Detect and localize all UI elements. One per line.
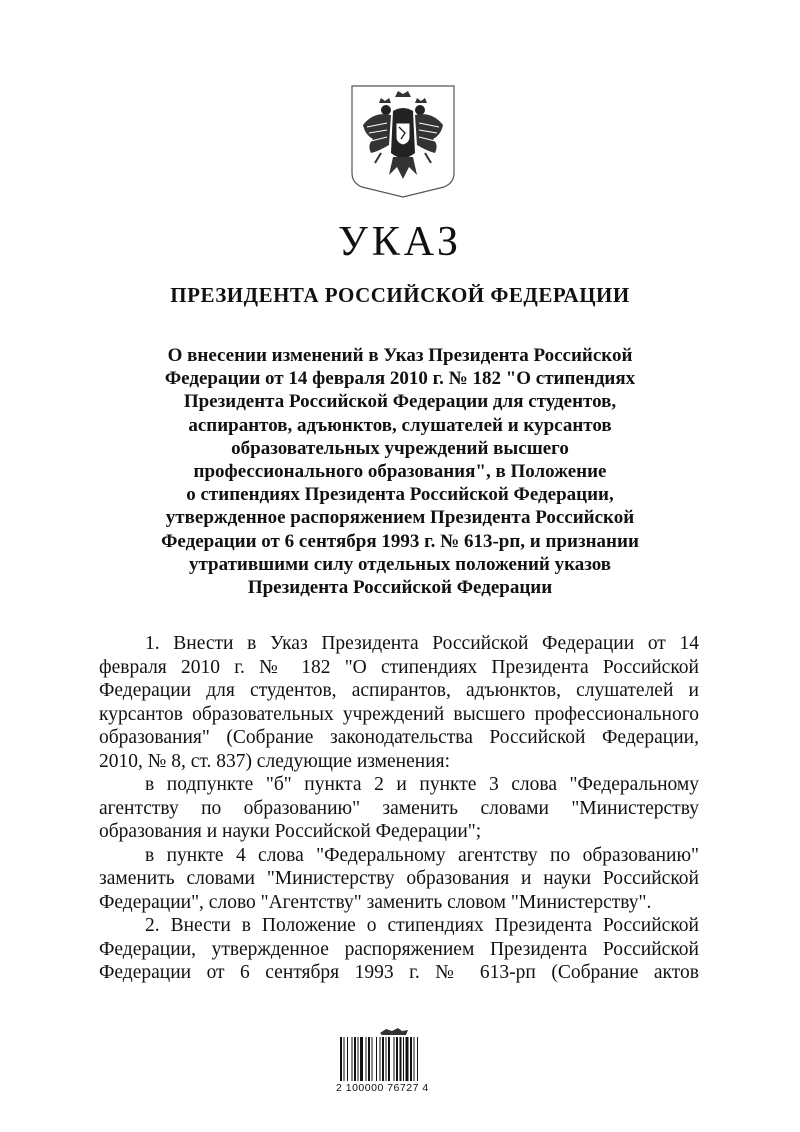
heading-line: утвержденное распоряжением Президента Российской (165, 507, 635, 529)
barcode-bar (344, 1037, 345, 1081)
decree-body (99, 632, 699, 985)
barcode-bar (410, 1037, 412, 1081)
barcode-bar (352, 1037, 353, 1081)
document-subtitle: ПРЕЗИДЕНТА РОССИЙСКОЙ ФЕДЕРАЦИИ (170, 283, 630, 307)
barcode-bar (380, 1037, 381, 1081)
barcode-bar (396, 1037, 398, 1081)
barcode-bar (360, 1037, 363, 1081)
barcode-bar (340, 1037, 342, 1081)
barcode-bar (414, 1037, 415, 1081)
barcode-bar (368, 1037, 370, 1081)
body-paragraph: в пункте 4 слова "Федеральному агентству по образованию" заменить словами "Министерству образования и науки Российской Федерации", слово "Агентству" заменить словом "Министерству". (99, 844, 699, 913)
heading-line: Федерации от 6 сентября 1993 г. № 613-рп, и признании (161, 530, 639, 552)
barcode-bar (406, 1037, 409, 1081)
barcode-bar (394, 1037, 395, 1081)
heading-line: профессионального образования", в Положение (193, 461, 607, 483)
body-paragraph: 1. Внести в Указ Президента Российской Федерации от 14 февраля 2010 г. № 182 "О стипендиях Президента Российской Федерации для студентов, аспирантов, адъюнктов, слушателей и курсантов образовательных учреждений высшего профессионального образования" (Собрание законодательства Российской Федерации, 2010, № 8, ст. 837) следующие изменения: (99, 633, 699, 772)
heading-line: Президента Российской Федерации (247, 577, 553, 599)
barcode-bars (340, 1037, 418, 1081)
barcode-number: 2 100000 76727 4 (336, 1082, 429, 1094)
barcode-bar (347, 1037, 348, 1081)
body-paragraph: 2. Внести в Положение о стипендиях Президента Российской Федерации, утвержденное распоряжением Президента Российской Федерации от 6 сентября 1993 г. № 613-рп (Собрание актов (99, 915, 699, 983)
barcode-bar (358, 1037, 359, 1081)
heading-line: О внесении изменений в Указ Президента Российской (167, 345, 633, 366)
heading-line: Президента Российской Федерации для студентов, (183, 391, 617, 413)
coat-of-arms-emblem (349, 83, 457, 199)
barcode-bar (376, 1037, 377, 1081)
barcode-bar (386, 1037, 387, 1081)
barcode-bar (366, 1037, 367, 1081)
barcode-bar (372, 1037, 373, 1081)
barcode-bar (388, 1037, 390, 1081)
heading-line: утратившими силу отдельных положений указов (188, 553, 612, 575)
heading-line: Федерации от 14 февраля 2010 г. № 182 "О стипендиях (164, 368, 636, 390)
heading-line: о стипендиях Президента Российской Федерации, (186, 484, 614, 506)
barcode-emblem-icon (380, 1028, 408, 1035)
decree-heading (100, 344, 700, 599)
barcode-bar (417, 1037, 418, 1081)
body-paragraph: в подпункте "б" пункта 2 и пункте 3 слова "Федеральному агентству по образованию" заменить словами "Министерству образования и науки Российской Федерации"; (99, 774, 699, 842)
heading-line: аспирантов, адъюнктов, слушателей и курсантов (188, 414, 612, 436)
barcode-bar (382, 1037, 384, 1081)
document-title: УКАЗ (337, 219, 463, 265)
barcode-bar (400, 1037, 402, 1081)
barcode-bar (354, 1037, 356, 1081)
heading-line: образовательных учреждений высшего (231, 437, 569, 459)
barcode-bar (403, 1037, 404, 1081)
